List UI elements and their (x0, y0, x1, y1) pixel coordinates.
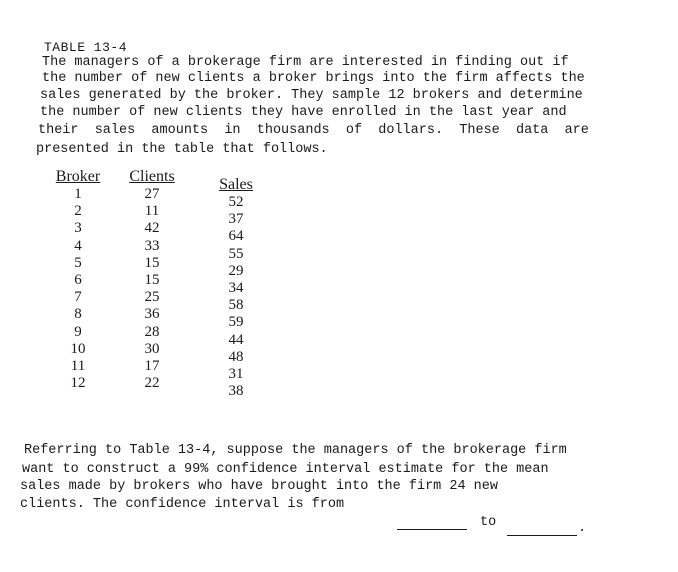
clients-cell: 22 (144, 375, 160, 392)
clients-cell: 33 (144, 237, 160, 254)
clients-cell: 42 (144, 220, 160, 237)
sales-cell: 29 (228, 262, 244, 279)
clients-column (122, 168, 182, 392)
table-id: TABLE 13-4 (44, 40, 128, 55)
sales-header: Sales (219, 176, 253, 193)
sales-cell: 58 (228, 297, 244, 314)
sales-cell: 38 (228, 383, 244, 400)
clients-header: Clients (129, 168, 175, 185)
broker-cell: 12 (70, 375, 86, 392)
clients-cell: 30 (144, 340, 160, 357)
answer-blank-lower[interactable] (397, 529, 467, 530)
broker-header: Broker (55, 168, 101, 185)
broker-column (48, 168, 108, 392)
question-line: to (480, 515, 497, 530)
broker-cell: 7 (74, 289, 82, 306)
intro-line: the number of new clients they have enrolled in the last year and (40, 105, 567, 120)
clients-cell: 15 (144, 254, 160, 271)
clients-cell: 17 (144, 358, 160, 375)
broker-cell: 6 (74, 272, 82, 289)
clients-cell: 25 (144, 289, 160, 306)
broker-cell: 10 (70, 340, 86, 357)
question-line: sales made by brokers who have brought into the firm 24 new (20, 479, 498, 494)
question-line: Referring to Table 13-4, suppose the managers of the brokerage firm (24, 443, 567, 458)
broker-cell: 4 (74, 237, 82, 254)
clients-cell: 36 (144, 306, 160, 323)
question-line: want to construct a 99% confidence interval estimate for the mean (22, 462, 549, 477)
intro-line: sales generated by the broker. They sample 12 brokers and determine (40, 88, 583, 103)
answer-blank-upper[interactable] (507, 535, 577, 536)
broker-cell: 11 (70, 358, 86, 375)
broker-cell: 2 (74, 203, 82, 220)
clients-cell: 11 (144, 203, 160, 220)
question-end-period: . (578, 521, 587, 536)
sales-cell: 48 (228, 348, 244, 365)
clients-cell: 28 (144, 323, 160, 340)
broker-cell: 5 (74, 254, 82, 271)
sales-cell: 55 (228, 245, 244, 262)
sales-cell: 37 (228, 211, 244, 228)
broker-cell: 8 (74, 306, 82, 323)
sales-cell: 34 (228, 280, 244, 297)
sales-cell: 64 (228, 228, 244, 245)
sales-cell: 52 (228, 194, 244, 210)
intro-line: The managers of a brokerage firm are interested in finding out if (42, 55, 569, 70)
clients-cell: 15 (144, 272, 160, 289)
sales-cell: 59 (228, 314, 244, 331)
clients-cell: 27 (144, 186, 160, 202)
broker-cell: 1 (74, 186, 82, 202)
broker-cell: 3 (74, 220, 82, 237)
intro-line: the number of new clients a broker brings into the firm affects the (42, 71, 585, 86)
intro-line: their sales amounts in thousands of dollars. These data are (38, 123, 589, 138)
intro-line: presented in the table that follows. (36, 142, 328, 157)
sales-cell: 44 (228, 331, 244, 348)
sales-column (206, 176, 266, 400)
sales-cell: 31 (228, 366, 244, 383)
question-line: clients. The confidence interval is from (20, 497, 345, 512)
broker-cell: 9 (74, 323, 82, 340)
